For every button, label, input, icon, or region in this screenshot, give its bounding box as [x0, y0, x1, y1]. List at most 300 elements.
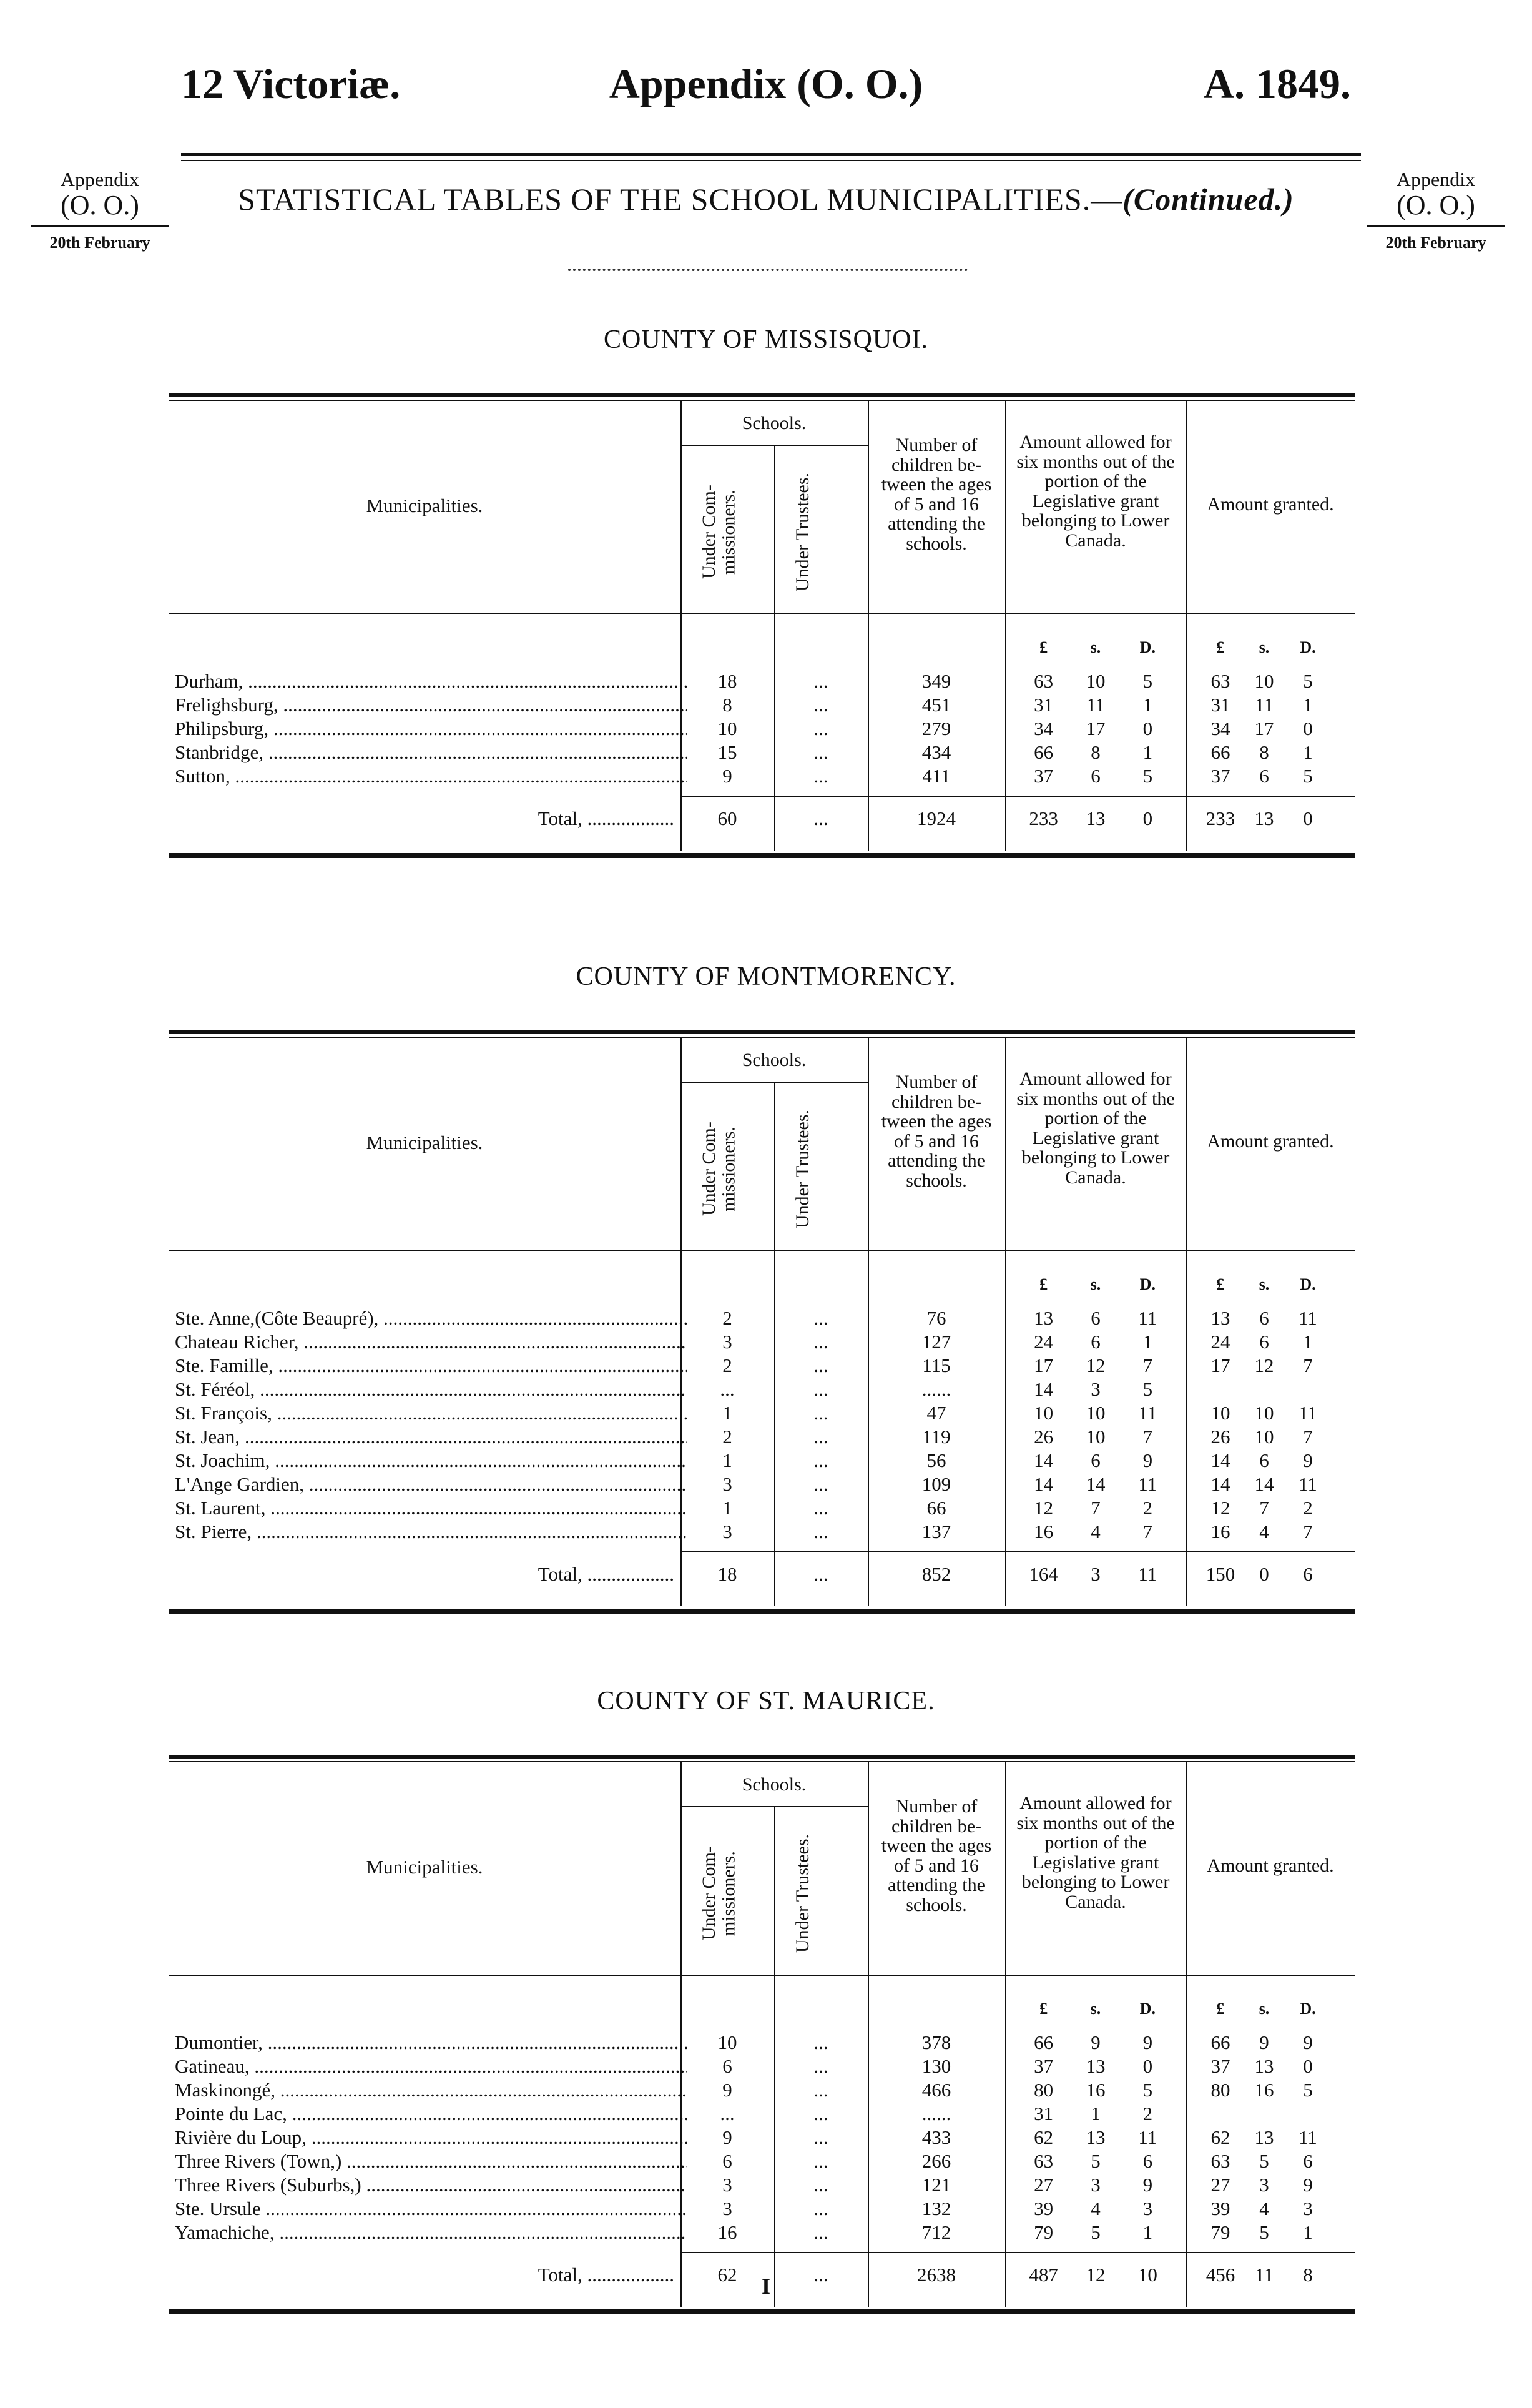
cell-allowed-pounds: 14 [1034, 1378, 1054, 1400]
cell-allowed-pounds: 80 [1034, 2079, 1054, 2101]
cell-granted-shillings: 8 [1259, 741, 1269, 763]
total-rule [680, 1551, 1355, 1552]
municipality-name: Pointe du Lac, ..... [175, 2102, 687, 2126]
cell-under-trustees: ... [813, 1331, 828, 1353]
cell-granted-pence: 9 [1303, 2174, 1313, 2196]
side-note-label: Appendix [60, 168, 140, 190]
cell-granted-pounds: 37 [1210, 2055, 1230, 2077]
cell-granted-pence: 2 [1303, 1497, 1313, 1519]
cell-allowed-pence: 11 [1138, 2126, 1157, 2148]
cell-allowed-shillings: 9 [1091, 2031, 1101, 2053]
cell-granted-shillings: 3 [1259, 2174, 1269, 2196]
cell-granted-shillings: 14 [1254, 1473, 1274, 1495]
cell-children: 411 [922, 765, 951, 787]
cell-children: 2638 [917, 2264, 956, 2286]
cell-under-commissioners: 3 [722, 1521, 732, 1542]
total-label: Total, ..... [169, 1562, 674, 1586]
cell-under-commissioners: 10 [717, 718, 737, 739]
cell-allowed-shillings: 6 [1091, 1331, 1101, 1353]
cell-children: ...... [921, 2103, 951, 2124]
header-bottom-rule [169, 1250, 1355, 1251]
cell-under-trustees: ... [813, 2031, 828, 2053]
table-row [169, 1306, 1355, 1330]
cell-allowed-shillings: 17 [1086, 718, 1106, 739]
cell-under-commissioners: 16 [717, 2221, 737, 2243]
cell-allowed-pence: 5 [1142, 1378, 1153, 1400]
cell-granted-pence: 6 [1303, 2150, 1313, 2172]
county-title: COUNTY OF ST. MAURICE. [597, 1687, 935, 1715]
cell-granted-pence: 1 [1303, 694, 1313, 716]
table-row [169, 1520, 1355, 1544]
granted-unit-shilling: s. [1259, 1275, 1270, 1293]
cell-allowed-pence: 5 [1142, 2079, 1153, 2101]
cell-children: 47 [926, 1402, 946, 1424]
cell-granted-shillings: 11 [1255, 694, 1274, 716]
granted-unit-pound: £ [1216, 1275, 1225, 1293]
cell-granted-pounds: 66 [1210, 741, 1230, 763]
table-bottom-rule-thin [169, 2313, 1355, 2314]
total-row [169, 807, 1355, 831]
header-center: Appendix (O. O.) [609, 60, 923, 107]
table-row [169, 669, 1355, 693]
cell-under-commissioners: 1 [722, 1497, 732, 1519]
municipality-name: St. Féréol, ..... [175, 1378, 687, 1401]
cell-granted-shillings: 10 [1254, 1402, 1274, 1424]
cell-allowed-pence: 5 [1142, 670, 1153, 692]
cell-allowed-pounds: 62 [1034, 2126, 1054, 2148]
cell-allowed-pounds: 12 [1034, 1497, 1054, 1519]
cell-granted-pounds: 63 [1210, 670, 1230, 692]
cell-allowed-shillings: 5 [1091, 2221, 1101, 2243]
cell-under-trustees: ... [813, 1378, 828, 1400]
schools-subheader-rule [680, 445, 868, 446]
allowed-unit-pound: £ [1039, 1275, 1048, 1293]
county-title: COUNTY OF MONTMORENCY. [576, 962, 956, 991]
municipality-name: Ste. Ursule ..... [175, 2197, 687, 2221]
cell-allowed-pounds: 13 [1034, 1307, 1054, 1329]
cell-under-trustees: ... [813, 1307, 828, 1329]
allowed-unit-pence: D. [1139, 1275, 1156, 1293]
table-row [169, 2031, 1355, 2055]
table-row [169, 1354, 1355, 1378]
cell-granted-pence: 1 [1303, 1331, 1313, 1353]
cell-granted-pounds: 62 [1210, 2126, 1230, 2148]
municipality-name: Durham, ..... [175, 669, 687, 693]
cell-children: 434 [921, 741, 951, 763]
cell-allowed-pence: 1 [1142, 1331, 1153, 1353]
page-number: I [761, 2274, 770, 2299]
table-grid [169, 1038, 1355, 1606]
municipality-name: St. Jean, ..... [175, 1425, 687, 1449]
data-table [169, 1030, 1355, 1614]
allowed-unit-pound: £ [1039, 638, 1048, 656]
cell-under-commissioners: 3 [722, 1473, 732, 1495]
table-bottom-rule-thin [169, 857, 1355, 858]
cell-allowed-shillings: 6 [1091, 765, 1101, 787]
cell-granted-pence: 9 [1303, 1449, 1313, 1471]
cell-under-trustees: ... [813, 694, 828, 716]
cell-under-trustees: ... [813, 2079, 828, 2101]
cell-allowed-pounds: 66 [1034, 2031, 1054, 2053]
column-header-amount-granted: Amount granted. [1207, 1131, 1334, 1152]
cell-children: 130 [921, 2055, 951, 2077]
total-rule [680, 796, 1355, 797]
cell-children: 56 [926, 1449, 946, 1471]
cell-under-trustees: ... [813, 1563, 828, 1585]
cell-granted-pounds: 26 [1210, 1426, 1230, 1448]
municipality-name: Rivière du Loup, ..... [175, 2126, 687, 2149]
cell-allowed-pounds: 79 [1034, 2221, 1054, 2243]
table-row [169, 764, 1355, 788]
allowed-unit-pound: £ [1039, 2000, 1048, 2018]
total-row [169, 1562, 1355, 1586]
cell-allowed-pence: 0 [1142, 718, 1153, 739]
cell-children: 109 [921, 1473, 951, 1495]
cell-allowed-pounds: 233 [1029, 807, 1058, 829]
cell-allowed-pounds: 31 [1034, 2103, 1054, 2124]
cell-allowed-pence: 10 [1137, 2264, 1157, 2286]
granted-unit-pence: D. [1300, 638, 1316, 656]
cell-allowed-pence: 0 [1142, 807, 1153, 829]
cell-children: 115 [922, 1354, 951, 1376]
cell-allowed-shillings: 8 [1091, 741, 1101, 763]
cell-under-commissioners: 62 [717, 2264, 737, 2286]
header-bottom-rule [169, 1975, 1355, 1976]
cell-allowed-pence: 11 [1138, 1563, 1157, 1585]
cell-granted-shillings: 5 [1259, 2150, 1269, 2172]
cell-allowed-pounds: 24 [1034, 1331, 1054, 1353]
municipality-name: Three Rivers (Suburbs,) ..... [175, 2173, 687, 2197]
cell-granted-shillings: 6 [1259, 1331, 1269, 1353]
cell-granted-pence: 7 [1303, 1426, 1313, 1448]
cell-allowed-pence: 3 [1142, 2198, 1153, 2219]
cell-allowed-pence: 1 [1142, 694, 1153, 716]
table-row [169, 1378, 1355, 1401]
cell-granted-pounds: 13 [1210, 1307, 1230, 1329]
cell-allowed-shillings: 6 [1091, 1307, 1101, 1329]
cell-granted-pence: 11 [1299, 2126, 1317, 2148]
cell-allowed-pounds: 63 [1034, 670, 1054, 692]
cell-allowed-shillings: 10 [1086, 1426, 1106, 1448]
cell-allowed-shillings: 3 [1091, 2174, 1101, 2196]
cell-under-commissioners: 2 [722, 1307, 732, 1329]
cell-under-trustees: ... [813, 1402, 828, 1424]
cell-children: 266 [921, 2150, 951, 2172]
cell-granted-shillings: 4 [1259, 1521, 1269, 1542]
cell-granted-pounds: 16 [1210, 1521, 1230, 1542]
cell-allowed-shillings: 13 [1086, 2055, 1106, 2077]
total-label: Total, ..... [169, 807, 674, 831]
cell-allowed-shillings: 5 [1091, 2150, 1101, 2172]
column-header-under-trustees: Under Trustees. [792, 1110, 813, 1229]
column-header-amount-allowed: Amount allowed for six months out of the portion of the Legislative grant belonging to Lower Canada. [1016, 1068, 1175, 1188]
cell-allowed-shillings: 4 [1091, 2198, 1101, 2219]
cell-allowed-shillings: 6 [1091, 1449, 1101, 1471]
granted-unit-pound: £ [1216, 2000, 1225, 2018]
cell-granted-pounds: 14 [1210, 1473, 1230, 1495]
cell-allowed-shillings: 11 [1086, 694, 1105, 716]
cell-children: 451 [921, 694, 951, 716]
cell-under-trustees: ... [813, 718, 828, 739]
cell-allowed-pounds: 39 [1034, 2198, 1054, 2219]
cell-granted-pence: 0 [1303, 2055, 1313, 2077]
granted-unit-shilling: s. [1259, 638, 1270, 656]
cell-granted-pence: 7 [1303, 1354, 1313, 1376]
cell-granted-shillings: 16 [1254, 2079, 1274, 2101]
cell-granted-pounds: 63 [1210, 2150, 1230, 2172]
data-table [169, 1755, 1355, 2314]
municipality-name: Ste. Famille, ..... [175, 1354, 687, 1378]
cell-children: 712 [921, 2221, 951, 2243]
table-row [169, 2149, 1355, 2173]
cell-allowed-shillings: 3 [1091, 1563, 1101, 1585]
header-bottom-rule [169, 613, 1355, 614]
allowed-unit-shilling: s. [1090, 638, 1101, 656]
table-row [169, 1425, 1355, 1449]
table-row [169, 1330, 1355, 1354]
cell-children: 66 [926, 1497, 946, 1519]
cell-allowed-shillings: 10 [1086, 670, 1106, 692]
column-header-schools: Schools. [742, 1774, 807, 1795]
column-header-amount-granted: Amount granted. [1207, 1855, 1334, 1876]
cell-children: 76 [926, 1307, 946, 1329]
cell-allowed-pence: 9 [1142, 1449, 1153, 1471]
municipality-name: Ste. Anne,(Côte Beaupré), ..... [175, 1306, 687, 1330]
cell-granted-pounds: 27 [1210, 2174, 1230, 2196]
cell-children: 121 [921, 2174, 951, 2196]
cell-granted-shillings: 6 [1259, 1449, 1269, 1471]
cell-granted-pence: 5 [1303, 765, 1313, 787]
cell-allowed-pounds: 34 [1034, 718, 1054, 739]
cell-granted-pounds: 66 [1210, 2031, 1230, 2053]
cell-under-trustees: ... [813, 2150, 828, 2172]
cell-granted-pounds: 12 [1210, 1497, 1230, 1519]
cell-children: 132 [921, 2198, 951, 2219]
column-header-under-commissioners: Under Com-missioners. [699, 1122, 739, 1216]
municipality-name: Dumontier, ..... [175, 2031, 687, 2055]
municipality-name: Philipsburg, ..... [175, 717, 687, 741]
cell-allowed-pence: 11 [1138, 1473, 1157, 1495]
cell-under-commissioners: 6 [722, 2055, 732, 2077]
granted-unit-pound: £ [1216, 638, 1225, 656]
cell-under-commissioners: 18 [717, 1563, 737, 1585]
table-row [169, 693, 1355, 717]
municipality-name: Three Rivers (Town,) ..... [175, 2149, 687, 2173]
cell-under-commissioners: 6 [722, 2150, 732, 2172]
column-header-amount-granted: Amount granted. [1207, 494, 1334, 515]
side-note-date: 20th February [1367, 225, 1505, 252]
cell-allowed-shillings: 10 [1086, 1402, 1106, 1424]
municipality-name: St. Joachim, ..... [175, 1449, 687, 1473]
cell-granted-shillings: 5 [1259, 2221, 1269, 2243]
cell-granted-shillings: 12 [1254, 1354, 1274, 1376]
table-bottom-rule-thin [169, 1612, 1355, 1614]
cell-under-commissioners: 15 [717, 741, 737, 763]
cell-granted-shillings: 4 [1259, 2198, 1269, 2219]
cell-under-trustees: ... [813, 1521, 828, 1542]
table-top-rule [169, 1755, 1355, 1759]
cell-under-trustees: ... [813, 741, 828, 763]
cell-allowed-shillings: 16 [1086, 2079, 1106, 2101]
cell-allowed-pence: 2 [1142, 2103, 1153, 2124]
cell-allowed-shillings: 1 [1091, 2103, 1101, 2124]
table-top-rule [169, 393, 1355, 397]
cell-granted-pounds: 10 [1210, 1402, 1230, 1424]
cell-granted-pounds: 79 [1210, 2221, 1230, 2243]
cell-under-trustees: ... [813, 765, 828, 787]
cell-under-commissioners: 3 [722, 2198, 732, 2219]
cell-under-trustees: ... [813, 2126, 828, 2148]
cell-granted-pounds: 31 [1210, 694, 1230, 716]
table-grid [169, 401, 1355, 851]
cell-under-commissioners: 10 [717, 2031, 737, 2053]
cell-allowed-pence: 7 [1142, 1426, 1153, 1448]
cell-children: 279 [921, 718, 951, 739]
cell-allowed-pence: 2 [1142, 1497, 1153, 1519]
cell-granted-pence: 11 [1299, 1307, 1317, 1329]
data-table [169, 393, 1355, 858]
cell-under-trustees: ... [813, 2055, 828, 2077]
cell-allowed-pounds: 31 [1034, 694, 1054, 716]
cell-granted-pence: 11 [1299, 1473, 1317, 1495]
column-header-under-trustees: Under Trustees. [792, 473, 813, 592]
municipality-name: L'Ange Gardien, ..... [175, 1473, 687, 1496]
allowed-unit-shilling: s. [1090, 1275, 1101, 1293]
cell-allowed-shillings: 3 [1091, 1378, 1101, 1400]
cell-granted-pence: 1 [1303, 741, 1313, 763]
cell-granted-pence: 6 [1303, 1563, 1313, 1585]
cell-allowed-shillings: 4 [1091, 1521, 1101, 1542]
cell-granted-pence: 9 [1303, 2031, 1313, 2053]
cell-allowed-pounds: 37 [1034, 765, 1054, 787]
cell-children: 349 [921, 670, 951, 692]
cell-children: 466 [921, 2079, 951, 2101]
cell-under-commissioners: ... [720, 1378, 735, 1400]
cell-under-trustees: ... [813, 2264, 828, 2286]
cell-children: 433 [921, 2126, 951, 2148]
table-row [169, 2078, 1355, 2102]
cell-under-trustees: ... [813, 2221, 828, 2243]
cell-granted-shillings: 13 [1254, 2126, 1274, 2148]
cell-under-commissioners: 9 [722, 2126, 732, 2148]
cell-granted-shillings: 0 [1259, 1563, 1269, 1585]
cell-granted-shillings: 17 [1254, 718, 1274, 739]
side-note-code: (O. O.) [61, 190, 139, 221]
cell-under-trustees: ... [813, 1426, 828, 1448]
allowed-unit-shilling: s. [1090, 2000, 1101, 2018]
header-left: 12 Victoriæ. [181, 60, 401, 107]
column-divider [774, 445, 775, 851]
table-row [169, 1401, 1355, 1425]
municipality-name: Gatineau, ..... [175, 2055, 687, 2078]
column-header-municipalities: Municipalities. [366, 1132, 483, 1153]
cell-under-commissioners: 9 [722, 765, 732, 787]
cell-allowed-shillings: 14 [1086, 1473, 1106, 1495]
cell-children: 137 [921, 1521, 951, 1542]
cell-granted-shillings: 13 [1254, 2055, 1274, 2077]
cell-granted-pence: 1 [1303, 2221, 1313, 2243]
cell-granted-pence: 8 [1303, 2264, 1313, 2286]
table-row [169, 2173, 1355, 2197]
cell-allowed-pence: 9 [1142, 2031, 1153, 2053]
cell-granted-shillings: 10 [1254, 1426, 1274, 1448]
allowed-unit-pence: D. [1139, 638, 1156, 656]
cell-granted-shillings: 13 [1254, 807, 1274, 829]
cell-allowed-pence: 6 [1142, 2150, 1153, 2172]
table-row [169, 717, 1355, 741]
title-ornament [568, 269, 968, 271]
cell-allowed-pence: 11 [1138, 1402, 1157, 1424]
cell-under-commissioners: 8 [722, 694, 732, 716]
cell-granted-pounds: 17 [1210, 1354, 1230, 1376]
title-main: STATISTICAL TABLES OF THE SCHOOL MUNICIPALITIES.— [238, 182, 1123, 217]
side-note-code: (O. O.) [1397, 190, 1475, 221]
table-top-rule [169, 1030, 1355, 1034]
page-title [0, 181, 1532, 217]
cell-under-commissioners: ... [720, 2103, 735, 2124]
cell-granted-shillings: 11 [1255, 2264, 1274, 2286]
cell-children: 1924 [917, 807, 956, 829]
cell-under-trustees: ... [813, 1473, 828, 1495]
county-title: COUNTY OF MISSISQUOI. [604, 325, 928, 354]
cell-allowed-shillings: 7 [1091, 1497, 1101, 1519]
granted-unit-pence: D. [1300, 1275, 1316, 1293]
total-label: Total, ..... [169, 2263, 674, 2287]
cell-under-trustees: ... [813, 2103, 828, 2124]
column-header-children: Number of children be-tween the ages of 5 and 16 attending the schools. [881, 435, 992, 554]
cell-children: 119 [922, 1426, 951, 1448]
municipality-name: St. François, ..... [175, 1401, 687, 1425]
cell-granted-shillings: 6 [1259, 1307, 1269, 1329]
column-header-schools: Schools. [742, 1050, 807, 1070]
cell-allowed-pounds: 14 [1034, 1449, 1054, 1471]
column-header-children: Number of children be-tween the ages of 5 and 16 attending the schools. [881, 1796, 992, 1915]
cell-granted-pence: 7 [1303, 1521, 1313, 1542]
cell-under-trustees: ... [813, 2198, 828, 2219]
cell-allowed-pence: 1 [1142, 741, 1153, 763]
cell-allowed-pence: 7 [1142, 1354, 1153, 1376]
cell-allowed-pounds: 26 [1034, 1426, 1054, 1448]
cell-allowed-pence: 7 [1142, 1521, 1153, 1542]
cell-children: 127 [921, 1331, 951, 1353]
column-header-schools: Schools. [742, 413, 807, 433]
allowed-unit-pence: D. [1139, 2000, 1156, 2018]
granted-unit-pence: D. [1300, 2000, 1316, 2018]
cell-children: 378 [921, 2031, 951, 2053]
cell-granted-pounds: 37 [1210, 765, 1230, 787]
cell-under-trustees: ... [813, 1497, 828, 1519]
cell-allowed-pounds: 164 [1029, 1563, 1058, 1585]
table-row [169, 1473, 1355, 1496]
column-header-amount-allowed: Amount allowed for six months out of the portion of the Legislative grant belonging to Lower Canada. [1016, 432, 1175, 551]
municipality-name: St. Pierre, ..... [175, 1520, 687, 1544]
column-header-municipalities: Municipalities. [366, 495, 483, 516]
cell-allowed-pounds: 16 [1034, 1521, 1054, 1542]
cell-under-commissioners: 3 [722, 1331, 732, 1353]
cell-under-commissioners: 1 [722, 1402, 732, 1424]
cell-granted-pounds: 39 [1210, 2198, 1230, 2219]
table-row [169, 1496, 1355, 1520]
cell-under-trustees: ... [813, 807, 828, 829]
cell-granted-pence: 0 [1303, 718, 1313, 739]
header-rule-thin [181, 160, 1361, 161]
column-header-municipalities: Municipalities. [366, 1856, 483, 1878]
cell-granted-shillings: 6 [1259, 765, 1269, 787]
cell-under-commissioners: 60 [717, 807, 737, 829]
municipality-name: Frelighsburg, ..... [175, 693, 687, 717]
cell-under-trustees: ... [813, 2174, 828, 2196]
cell-allowed-pence: 5 [1142, 765, 1153, 787]
